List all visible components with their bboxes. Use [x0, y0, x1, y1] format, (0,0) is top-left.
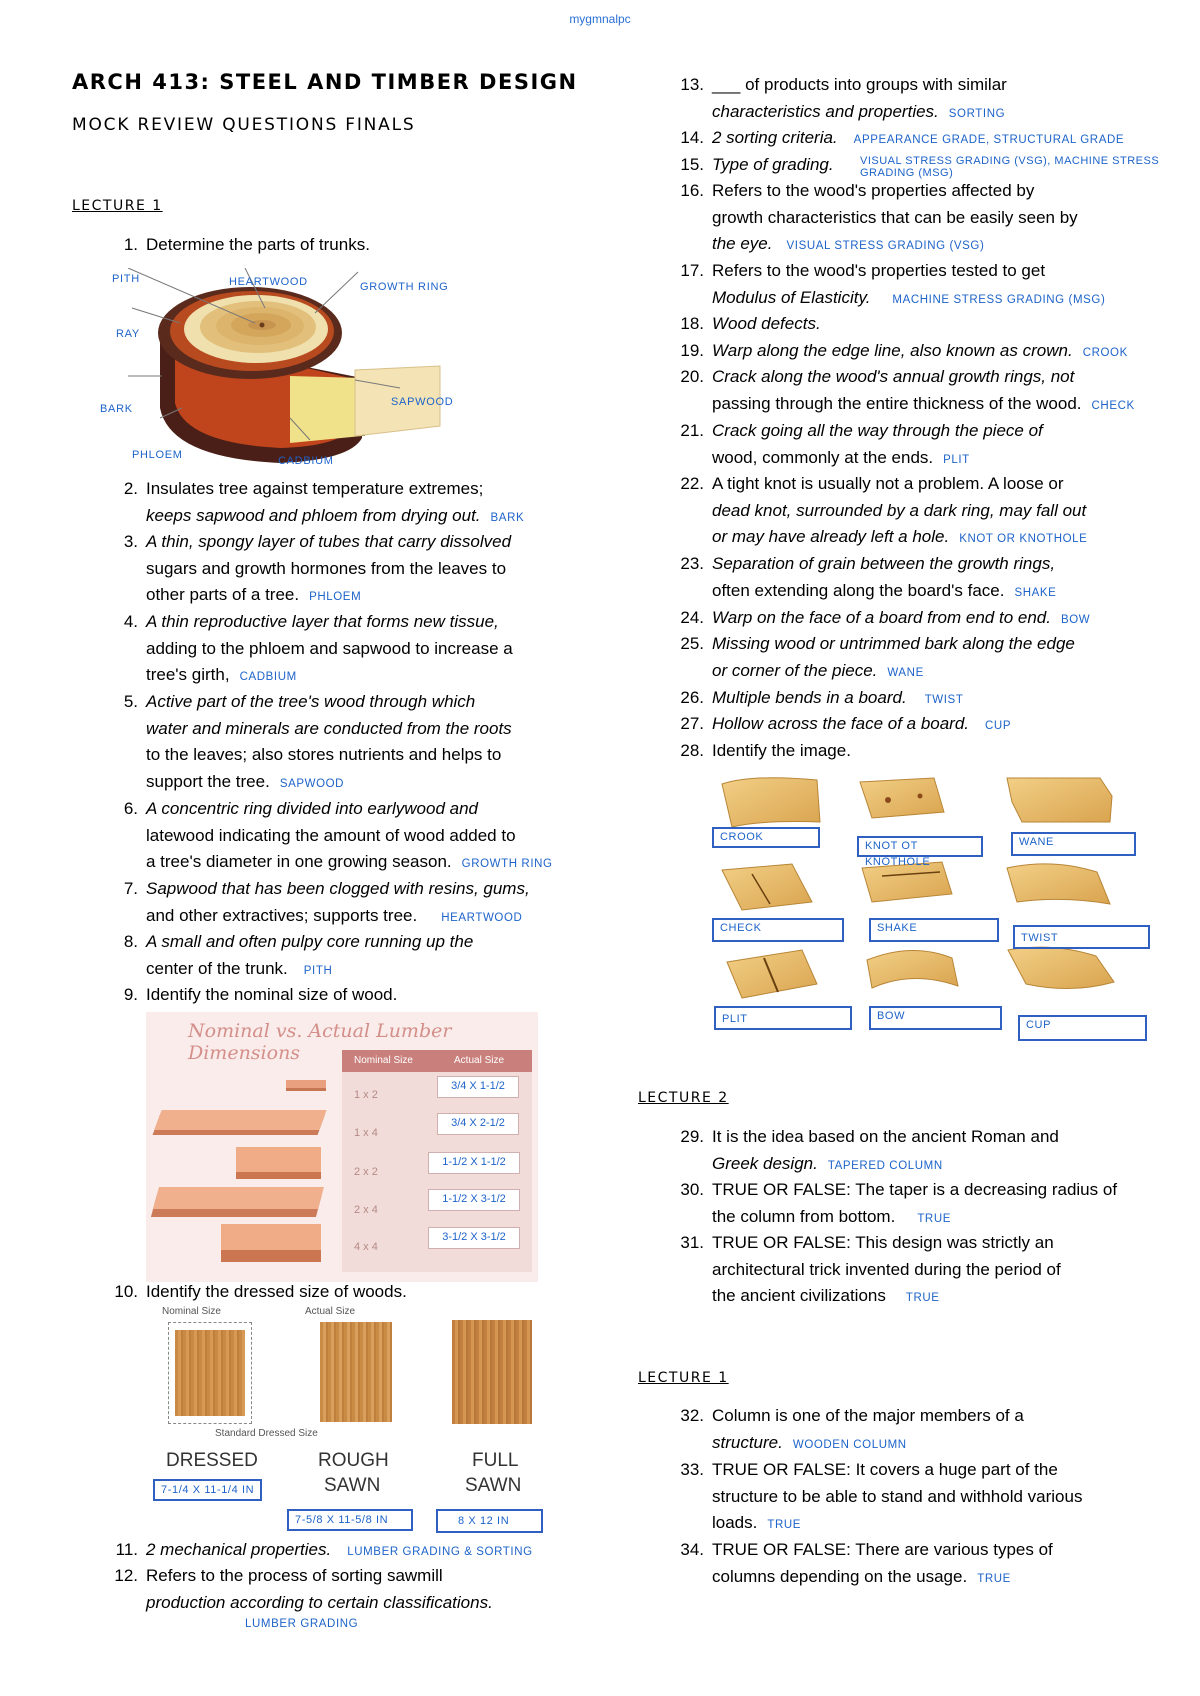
answer: CADBIUM: [239, 671, 297, 683]
twist-board: [1007, 864, 1110, 904]
trunk-diagram: [100, 268, 480, 474]
trunk-illustration: [100, 268, 480, 474]
pith-core: [260, 323, 265, 328]
standard-dressed-label: Standard Dressed Size: [215, 1428, 318, 1439]
answer: TWIST: [924, 694, 964, 706]
dressed-board: [175, 1330, 245, 1416]
knot-board: [860, 778, 944, 818]
board-4x4: [221, 1224, 321, 1250]
answer: VISUAL STRESS GRADING (VSG): [786, 240, 985, 252]
defect-answer-plit: PLIT: [714, 1006, 852, 1030]
rough-sawn-answer: 7-5/8 X 11-5/8 IN: [287, 1509, 413, 1531]
question-number: 1.: [123, 235, 138, 254]
actual-size-answer: 3-1/2 X 3-1/2: [428, 1227, 520, 1249]
answer: BARK: [490, 511, 525, 524]
lecture-3-heading: LECTURE 1: [638, 1370, 729, 1386]
answer: PITH: [303, 964, 333, 977]
label-cadbium: CADBIUM: [278, 455, 334, 467]
label-phloem: PHLOEM: [132, 449, 183, 461]
answer: PHLOEM: [309, 591, 362, 603]
answer: WANE: [887, 666, 924, 679]
answer: CUP: [985, 720, 1012, 732]
board-2x2: [236, 1147, 321, 1172]
answer: KNOT OR KNOTHOLE: [959, 533, 1088, 545]
answer: LUMBER GRADING & SORTING: [347, 1546, 533, 1558]
answer: TRUE: [977, 1572, 1011, 1585]
board-1x2: [286, 1080, 326, 1088]
answer: TRUE: [917, 1212, 952, 1225]
answer: TRUE: [905, 1292, 940, 1304]
actual-size-answer: 3/4 X 2-1/2: [437, 1113, 519, 1135]
answer: CROOK: [1082, 347, 1128, 359]
wane-board: [1007, 778, 1112, 822]
defect-answer-wane: WANE: [1011, 832, 1136, 856]
plit-board: [727, 950, 817, 998]
crook-board: [722, 778, 820, 827]
answer: SHAKE: [1014, 586, 1057, 599]
answer: WOODEN COLUMN: [792, 1438, 907, 1451]
full-sawn-board: [452, 1320, 532, 1424]
watermark: mygmnalpc: [569, 12, 631, 26]
cup-board: [1008, 947, 1114, 988]
cadbium-layer: [290, 376, 362, 443]
answer: VISUAL STRESS GRADING (VSG), MACHINE STRESS GRADING (MSG): [860, 155, 1160, 179]
dressed-size-answer: 7-1/4 X 11-1/4 IN: [153, 1479, 262, 1501]
rough-sawn-board: [320, 1322, 392, 1422]
check-board: [722, 864, 812, 910]
label-heartwood: HEARTWOOD: [229, 276, 308, 288]
lumber-dimensions-image: Nominal vs. Actual Lumber Dimensions Nominal Size Actual Size 1 x 2 1 x 4 2 x 2 2 x 4 4 x 4: [146, 1012, 538, 1282]
answer: HEARTWOOD: [441, 911, 523, 924]
answer: MACHINE STRESS GRADING (MSG): [892, 293, 1106, 306]
board-2x4: [153, 1187, 324, 1209]
wood-defects-image: [712, 772, 1142, 1040]
question-1: [106, 232, 586, 259]
lecture-2-heading: LECTURE 2: [638, 1090, 729, 1106]
lecture-1-heading: LECTURE 1: [72, 198, 163, 214]
defect-answer-shake: SHAKE: [869, 918, 999, 942]
answer: GROWTH RING: [461, 858, 553, 870]
defect-answer-bow: BOW: [869, 1006, 1002, 1030]
defect-answer-cup: CUP: [1018, 1015, 1147, 1041]
answer: PLIT: [943, 453, 970, 466]
actual-size-answer: 1-1/2 X 1-1/2: [428, 1152, 520, 1174]
question-text: Determine the parts of trunks.: [146, 235, 370, 254]
actual-size-answer: 3/4 X 1-1/2: [437, 1076, 519, 1098]
lumber-table-title: Nominal vs. Actual Lumber Dimensions: [188, 1020, 452, 1064]
defect-answer-knot: KNOT OT KNOTHOLE: [857, 836, 983, 857]
actual-size-answer: 1-1/2 X 3-1/2: [428, 1189, 520, 1211]
label-bark: BARK: [100, 403, 133, 415]
label-growth-ring: GROWTH RING: [360, 281, 449, 293]
answer: BOW: [1060, 614, 1091, 626]
page-title: ARCH 413: STEEL AND TIMBER DESIGN: [72, 70, 578, 94]
growth-ring-pointer: [315, 272, 358, 313]
answer: CHECK: [1091, 399, 1135, 412]
answer: SORTING: [948, 107, 1006, 120]
defect-answer-check: CHECK: [712, 918, 844, 942]
dressed-size-image: Nominal Size Actual Size: [150, 1306, 550, 1416]
answer: APPEARANCE GRADE, STRUCTURAL GRADE: [853, 134, 1125, 146]
board-1x4: [154, 1110, 326, 1130]
defect-answer-twist: TWIST: [1013, 925, 1150, 949]
full-sawn-answer: 8 X 12 IN: [436, 1509, 543, 1533]
defect-answer-crook: CROOK: [712, 827, 820, 848]
answer: SAPWOOD: [279, 777, 345, 790]
page-subtitle: MOCK REVIEW QUESTIONS FINALS: [72, 115, 416, 135]
answer-12: LUMBER GRADING: [245, 1618, 359, 1630]
answer: TRUE: [767, 1519, 802, 1531]
answer: TAPERED COLUMN: [827, 1159, 943, 1172]
label-ray: RAY: [116, 328, 140, 340]
label-pith: PITH: [112, 273, 140, 285]
label-sapwood: SAPWOOD: [391, 396, 454, 408]
bow-board: [867, 950, 958, 988]
